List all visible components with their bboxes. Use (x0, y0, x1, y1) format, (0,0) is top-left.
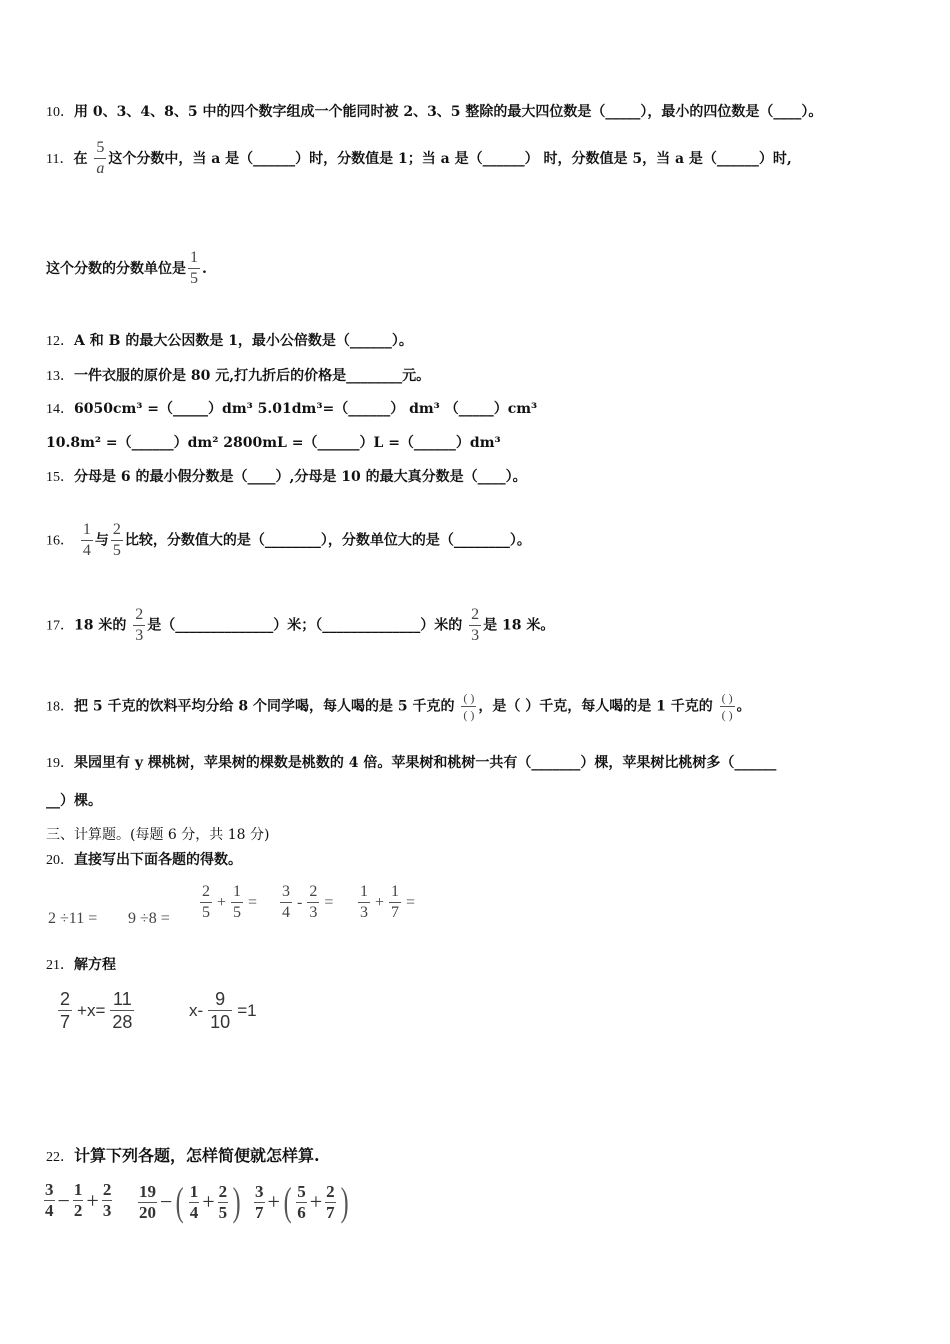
question-number: 17． (46, 618, 74, 634)
fraction-two-thirds: $\frac{2}{3}$ (471, 606, 480, 644)
question-11-line2: 这个分数的分数单位是 $\frac{1}{5}$ . (46, 249, 207, 287)
question-text: A 和 B 的最大公因数是 1，最小公倍数是（______）。 (74, 333, 413, 349)
question-text: 计算下列各题，怎样简便就怎样算. (74, 1146, 320, 1165)
question-text: 6050cm³ =（_____）dm³ 5.01dm³=（______） dm³ （_____）cm³ (74, 401, 538, 417)
question-16: 16． $\frac{1}{4}$ 与 $\frac{2}{5}$ 比较，分数值大的是（________），分数单位大的是（________）。 (46, 521, 531, 559)
question-13 (46, 366, 430, 387)
question-19 (46, 753, 776, 774)
question-18: 18．把 5 千克的饮料平均分给 8 个同学喝，每人喝的是 5 千克的 $\frac{( )}{( )}$ ，是（ ）千克，每人喝的是 1 千克的 $\frac{( )}{( )}$ 。 (46, 691, 751, 722)
fraction-unit: $\frac{1}{5}$ (190, 249, 198, 287)
question-20 (46, 850, 242, 871)
calc-expression-1: $\frac{3}{4}$ − $\frac{1}{2}$ + $\frac{2}{3}$ (45, 1180, 112, 1220)
question-text: 比较，分数值大的是（________），分数单位大的是（________）。 (124, 532, 531, 549)
equation-1: $\frac{2}{7}$ +x= $\frac{11}{28}$ (60, 989, 133, 1032)
question-text: 用 0、3、4、8、5 中的四个数字组成一个能同时被 2、3、5 整除的最大四位数是（_____），最小的四位数是（____）。 (74, 104, 823, 120)
section-title: 三、计算题。(每题 6 分，共 18 分) (46, 827, 270, 843)
expression-4: $\frac{3}{4}$ - $\frac{2}{3}$ = (282, 883, 334, 921)
question-number: 20． (46, 853, 74, 868)
question-number: 19． (46, 756, 74, 771)
question-number: 21． (46, 958, 74, 973)
question-prefix: 在 (73, 151, 88, 167)
question-text: 直接写出下面各题的得数。 (74, 852, 242, 868)
question-21 (46, 955, 116, 976)
question-number: 13． (46, 369, 74, 384)
question-number: 14． (46, 402, 74, 417)
fraction-b: $\frac{2}{5}$ (112, 521, 121, 559)
question-number: 15． (46, 470, 74, 485)
fraction-5-over-a: $\frac{5}{a}$ (96, 139, 105, 177)
question-number: 12． (46, 334, 74, 349)
question-10 (46, 102, 822, 123)
question-22 (46, 1146, 320, 1168)
fraction-two-thirds: $\frac{2}{3}$ (135, 606, 144, 644)
question-19-line2 (46, 791, 102, 811)
equation-2: x- $\frac{9}{10}$ =1 (189, 989, 257, 1032)
question-text: 这个分数的分数单位是 (46, 261, 186, 277)
question-text: 10.8m² =（______）dm² 2800mL =（______）L =（______）dm³ (46, 435, 501, 451)
expression-3: $\frac{2}{5}$ + $\frac{1}{5}$ = (202, 883, 258, 921)
question-text: 分母是 6 的最小假分数是（____）,分母是 10 的最大真分数是（____）。 (74, 469, 527, 485)
question-text: 一件衣服的原价是 80 元,打九折后的价格是________元。 (74, 368, 431, 384)
question-number: 22． (46, 1150, 74, 1165)
question-15 (46, 467, 527, 488)
fraction-a: $\frac{1}{4}$ (82, 521, 91, 559)
question-12 (46, 331, 413, 352)
question-number: 16． (46, 533, 74, 549)
question-number: 11． (46, 152, 74, 167)
expression-5: $\frac{1}{3}$ + $\frac{1}{7}$ = (360, 883, 416, 921)
calc-expression-3: $\frac{3}{7}$ +( $\frac{5}{6}$ + $\frac{2}{7}$ ) (255, 1179, 349, 1224)
expression-1: 2 ÷11 = (48, 910, 98, 927)
question-14-line2 (46, 433, 501, 453)
question-text: __）棵。 (46, 793, 102, 809)
question-text: 这个分数中，当 a 是（______）时，分数值是 1；当 a 是（______） 时，分数值是 5，当 a 是（______）时, (108, 151, 792, 167)
question-text: 解方程 (74, 957, 116, 973)
blank-fraction: $\frac{( )}{( )}$ (721, 691, 733, 722)
expression-2: 9 ÷8 = (128, 910, 170, 927)
question-11 (46, 138, 792, 179)
question-14 (46, 399, 537, 420)
question-number: 18． (46, 699, 74, 715)
question-text: 果园里有 y 棵桃树，苹果树的棵数是桃数的 4 倍。苹果树和桃树一共有（_______）棵，苹果树比桃树多（______ (74, 755, 777, 771)
blank-fraction: $\frac{( )}{( )}$ (463, 691, 475, 722)
calc-expression-2: $\frac{19}{20}$ −( $\frac{1}{4}$ + $\frac{2}{5}$ ) (139, 1179, 241, 1224)
question-17: 17．18 米的 $\frac{2}{3}$ 是（______________）米；（______________）米的 $\frac{2}{3}$ 是 18 米。 (46, 606, 555, 644)
question-number: 10． (46, 105, 74, 120)
